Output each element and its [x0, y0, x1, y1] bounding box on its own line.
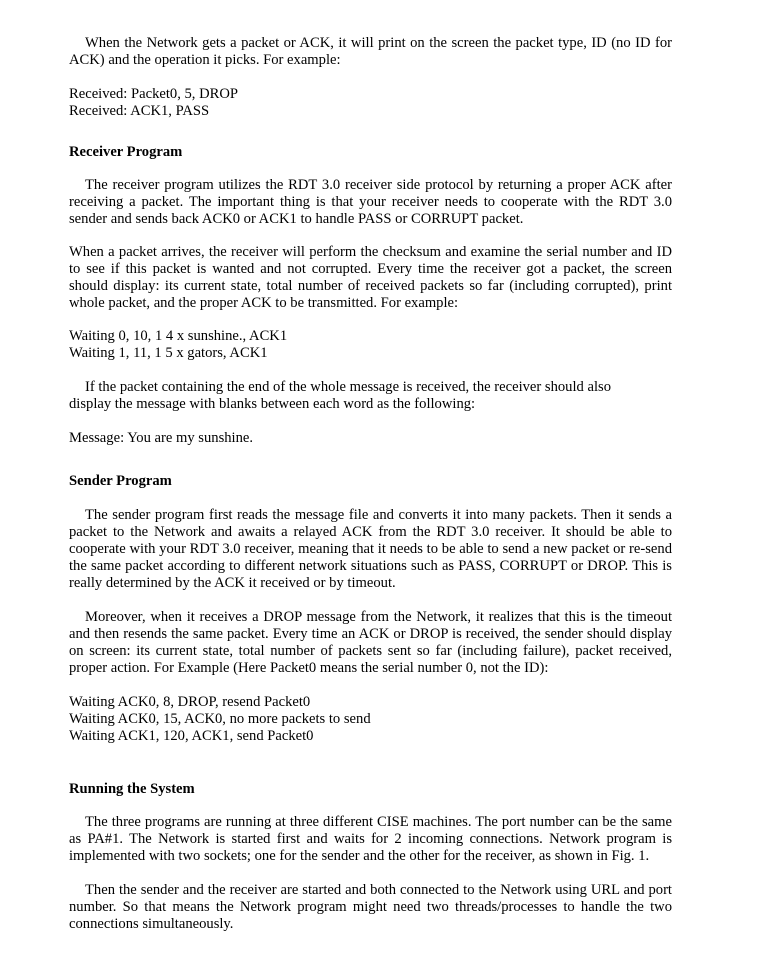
- receiver-heading: Receiver Program: [69, 144, 183, 160]
- document-page: [69, 35, 672, 933]
- running-paragraph-2: Then the sender and the receiver are started and both connected to the Network using URL and port number. So that means the Network program might need two threads/processes to handle the two connections simultaneously.: [69, 882, 672, 932]
- example-line: Waiting 1, 11, 1 5 x gators, ACK1: [69, 345, 268, 361]
- running-paragraph-1: The three programs are running at three different CISE machines. The port number can be the same as PA#1. The Network is started first and waits for 2 incoming connections. Network program is implemented with two sockets; one for the sender and the other for the receiver, as shown in Fig. 1.: [69, 814, 672, 864]
- running-heading: Running the System: [69, 781, 195, 797]
- sender-paragraph-1: The sender program first reads the message file and converts it into many packets. Then it sends a packet to the Network and awaits a relayed ACK from the RDT 3.0 receiver. It should be able to cooperate with your RDT 3.0 receiver, meaning that it needs to be able to send a new packet or re-send the same packet according to different network situations such as PASS, CORRUPT or DROP. This is really determined by the ACK it received or by timeout.: [69, 507, 672, 591]
- example-line: Received: ACK1, PASS: [69, 103, 210, 119]
- intro-paragraph: When the Network gets a packet or ACK, it will print on the screen the packet type, ID (no ID for ACK) and the operation it picks. For example:: [69, 35, 672, 68]
- sender-examples: [69, 694, 672, 745]
- receiver-paragraph-3: [69, 379, 672, 413]
- example-line: Waiting ACK1, 120, ACK1, send Packet0: [69, 728, 314, 744]
- example-line: Waiting ACK0, 15, ACK0, no more packets to send: [69, 711, 371, 727]
- intro-examples: [69, 86, 672, 120]
- receiver-paragraph-2: When a packet arrives, the receiver will perform the checksum and examine the serial number and ID to see if this packet is wanted and not corrupted. Every time the receiver got a packet, the screen should display: its current state, total number of received packets so far (including corrupted), print whole packet, and the proper ACK to be transmitted. For example:: [69, 244, 672, 311]
- sender-heading: Sender Program: [69, 473, 172, 489]
- example-line: Received: Packet0, 5, DROP: [69, 86, 239, 102]
- receiver-examples: [69, 328, 672, 362]
- message-example: Message: You are my sunshine.: [69, 430, 254, 446]
- example-line: Waiting 0, 10, 1 4 x sunshine., ACK1: [69, 328, 288, 344]
- receiver-paragraph-1: The receiver program utilizes the RDT 3.0 receiver side protocol by returning a proper ACK after receiving a packet. The important thing is that your receiver needs to cooperate with the RDT 3.0 sender and sends back ACK0 or ACK1 to handle PASS or CORRUPT packet.: [69, 177, 672, 227]
- paragraph-line: display the message with blanks between each word as the following:: [69, 396, 476, 412]
- example-line: Waiting ACK0, 8, DROP, resend Packet0: [69, 694, 311, 710]
- paragraph-line: If the packet containing the end of the whole message is received, the receiver should also: [85, 379, 611, 395]
- sender-paragraph-2: Moreover, when it receives a DROP message from the Network, it realizes that this is the timeout and then resends the same packet. Every time an ACK or DROP is received, the sender should display on screen: its current state, total number of packets sent so far (including failure), packet received, proper action. For Example (Here Packet0 means the serial number 0, not the ID):: [69, 609, 672, 676]
